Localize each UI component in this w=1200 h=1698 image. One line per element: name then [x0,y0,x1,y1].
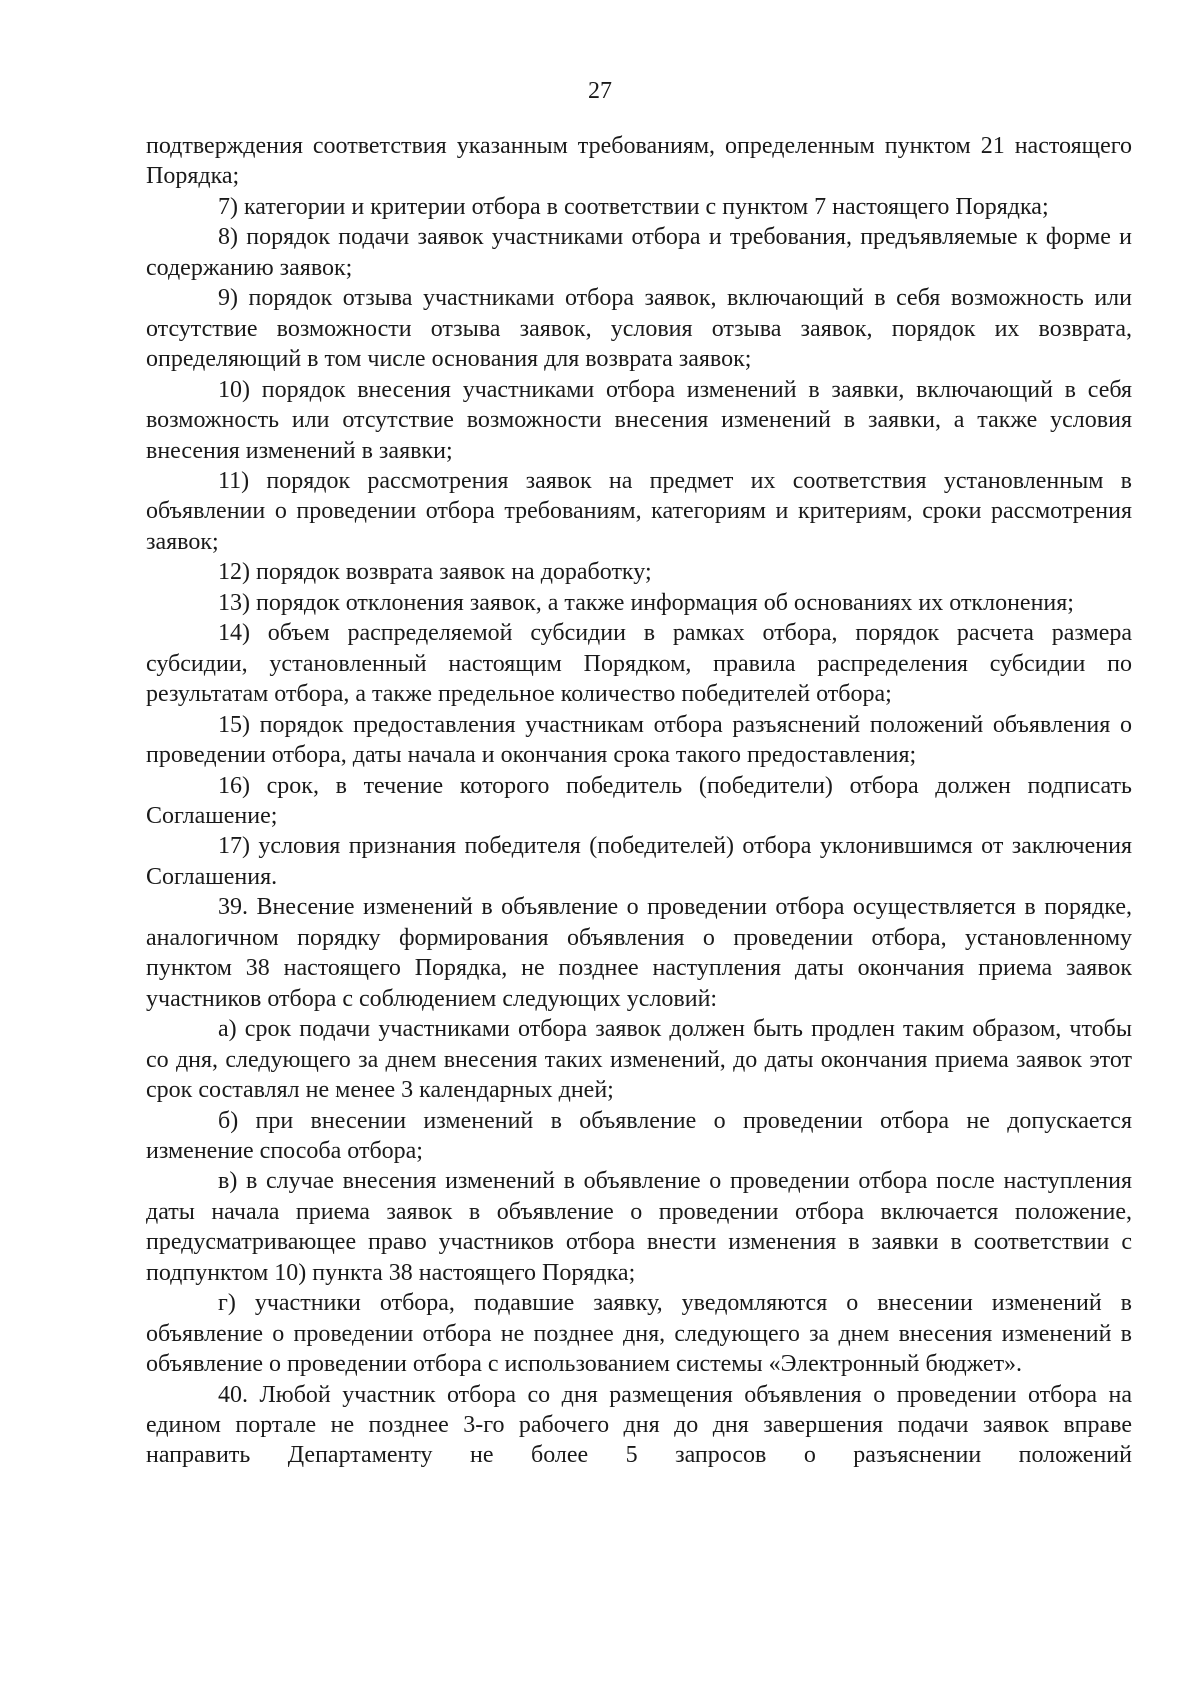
paragraph-item-10: 10) порядок внесения участниками отбора изменений в заявки, включающий в себя возможность или отсутствие возможности внесения изменений в заявки, а также условия внесения изменений в заявки; [146,376,1132,464]
paragraph-item-17: 17) условия признания победителя (победителей) отбора уклонившимся от заключения Соглашения. [146,833,1132,890]
paragraph-item-8: 8) порядок подачи заявок участниками отбора и требования, предъявляемые к форме и содержанию заявок; [146,224,1132,281]
paragraph-item-13: 13) порядок отклонения заявок, а также информация об основаниях их отклонения; [218,589,1074,616]
page-number: 27 [588,78,612,104]
paragraph-clause-39: 39. Внесение изменений в объявление о проведении отбора осуществляется в порядке, аналогичном порядку формирования объявления о проведении отбора, установленному пунктом 38 настоящего Порядка, не позднее наступления даты окончания приема заявок участников отбора с соблюдением следующих условий: [146,894,1132,1012]
paragraph-item-15: 15) порядок предоставления участникам отбора разъяснений положений объявления о проведении отбора, даты начала и окончания срока такого предоставления; [146,711,1132,769]
paragraph-subclause-a: а) срок подачи участниками отбора заявок должен быть продлен таким образом, чтобы со дня, следующего за днем внесения таких изменений, до даты окончания приема заявок этот срок составлял не менее 3 календарных дней; [146,1016,1132,1104]
paragraph-clause-40: 40. Любой участник отбора со дня размещения объявления о проведении отбора на едином портале не позднее 3-го рабочего дня до дня завершения подачи заявок вправе направить Департаменту не более 5 запросов о разъяснении положений [146,1381,1132,1469]
paragraph-item-7: 7) категории и критерии отбора в соответствии с пунктом 7 настоящего Порядка; [218,193,1049,220]
paragraph-item-11: 11) порядок рассмотрения заявок на предмет их соответствия установленным в объявлении о проведении отбора требованиям, категориям и критериям, сроки рассмотрения заявок; [146,467,1132,555]
paragraph-item-9: 9) порядок отзыва участниками отбора заявок, включающий в себя возможность или отсутствие возможности отзыва заявок, условия отзыва заявок, порядок их возврата, определяющий в том числе основания для возврата заявок; [146,285,1132,373]
paragraph-subclause-v: в) в случае внесения изменений в объявление о проведении отбора после наступления даты начала приема заявок в объявление о проведении отбора включается положение, предусматривающее право участников отбора внести изменения в заявки в соответствии с подпунктом 10) пункта 38 настоящего Порядка; [146,1168,1132,1286]
paragraph-continuation: подтверждения соответствия указанным требованиям, определенным пунктом 21 настоящего Порядка; [146,133,1132,190]
paragraph-subclause-b: б) при внесении изменений в объявление о проведении отбора не допускается изменение способа отбора; [146,1107,1132,1164]
paragraph-item-12: 12) порядок возврата заявок на доработку; [218,559,652,586]
paragraph-item-16: 16) срок, в течение которого победитель (победители) отбора должен подписать Соглашение; [146,772,1132,829]
document-body [146,131,1132,1471]
paragraph-subclause-g: г) участники отбора, подавшие заявку, уведомляются о внесении изменений в объявление о проведении отбора не позднее дня, следующего за днем внесения изменений в объявление о проведении отбора с использованием системы «Электронный бюджет». [146,1290,1132,1378]
paragraph-item-14: 14) объем распределяемой субсидии в рамках отбора, порядок расчета размера субсидии, установленный настоящим Порядком, правила распределения субсидии по результатам отбора, а также предельное количество победителей отбора; [146,620,1132,708]
